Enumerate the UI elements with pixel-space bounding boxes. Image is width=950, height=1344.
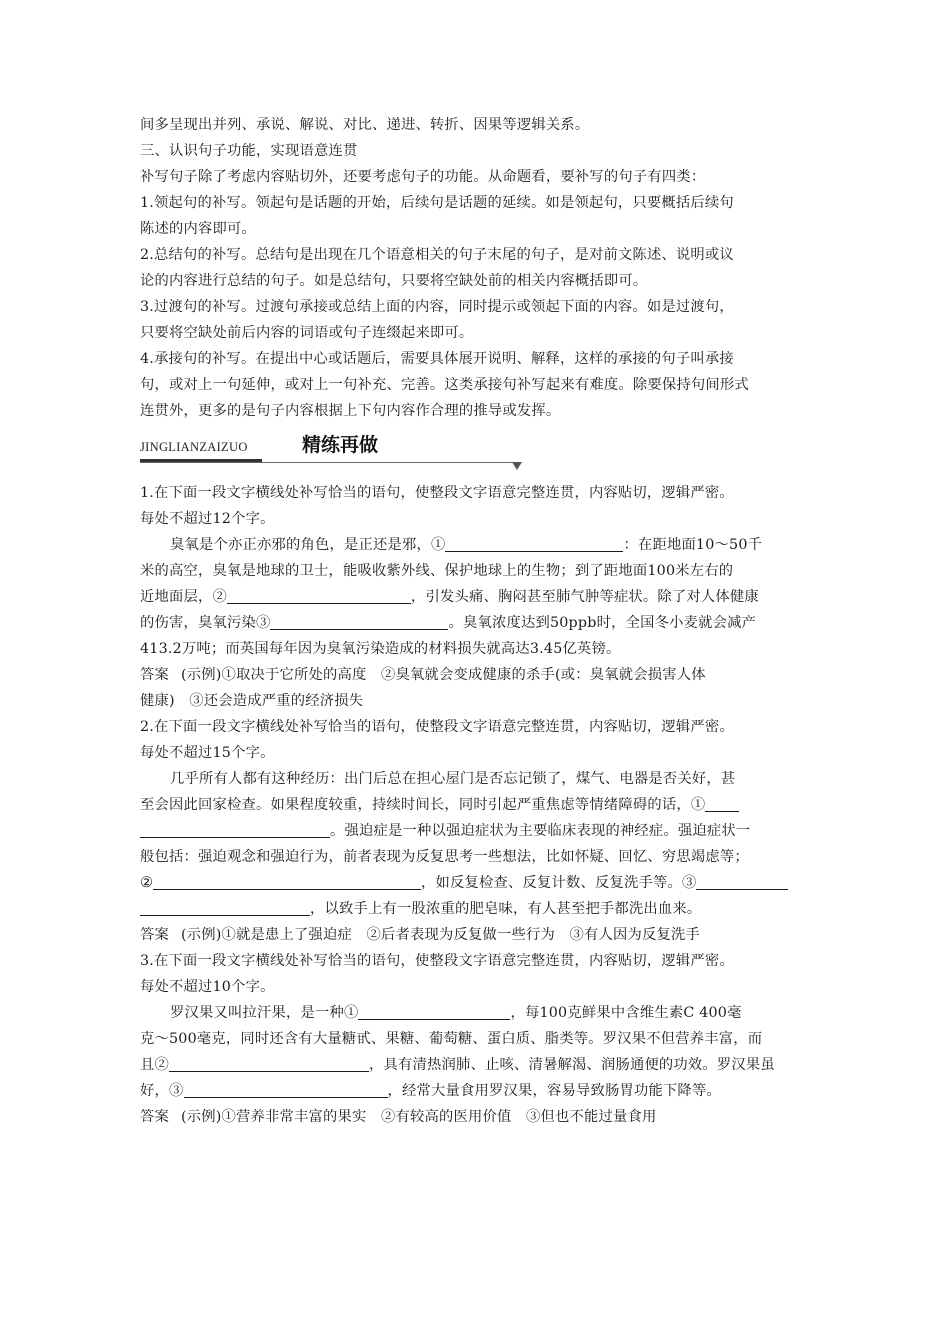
passage-line bbox=[140, 1078, 812, 1104]
answer-label: 答案 bbox=[140, 1109, 169, 1125]
text-line: 1.领起句的补写。领起句是话题的开始，后续句是话题的延续。如是领起句，只要概括后续句 bbox=[140, 195, 734, 211]
passage-text: ，如反复检查、反复计数、反复洗手等。③ bbox=[421, 875, 697, 891]
answer-blank-3[interactable] bbox=[184, 1079, 388, 1098]
answer-blank-3[interactable] bbox=[696, 871, 788, 890]
answer-blank-1[interactable] bbox=[358, 1001, 510, 1020]
question-stem: 1.在下面一段文字横线处补写恰当的语句，使整段文字语意完整连贯，内容贴切，逻辑严密。 bbox=[140, 485, 734, 501]
passage-text: ，引发头痛、胸闷甚至肺气肿等症状。除了对人体健康 bbox=[410, 589, 759, 605]
passage-line: 几乎所有人都有这种经历：出门后总在担心屋门是否忘记锁了，煤气、电器是否关好，甚 bbox=[170, 771, 736, 787]
answer-blank-1[interactable] bbox=[705, 793, 739, 812]
question-stem: 每处不超过12个字。 bbox=[140, 511, 275, 527]
passage-text: 。臭氧浓度达到50ppb时，全国冬小麦就会减产 bbox=[448, 615, 757, 631]
answer-blank-1-continued[interactable] bbox=[140, 819, 330, 838]
answer-label: 答案 bbox=[140, 927, 169, 943]
text-line: 3.过渡句的补写。过渡句承接或总结上面的内容，同时提示或领起下面的内容。如是过渡句， bbox=[140, 299, 734, 315]
question-stem: 每处不超过15个字。 bbox=[140, 745, 275, 761]
passage-text: ，经常大量食用罗汉果，容易导致肠胃功能下降等。 bbox=[387, 1083, 721, 1099]
answer-text: (示例)①取决于它所处的高度 ②臭氧就会变成健康的杀手(或：臭氧就会损害人体 bbox=[181, 667, 706, 683]
passage-text: 。强迫症是一种以强迫症状为主要临床表现的神经症。强迫症状一 bbox=[330, 823, 751, 839]
passage-line bbox=[140, 532, 812, 558]
text-line: 论的内容进行总结的句子。如是总结句，只要将空缺处前的相关内容概括即可。 bbox=[140, 273, 648, 289]
passage-text: 且② bbox=[140, 1057, 169, 1073]
passage-line bbox=[140, 870, 812, 896]
passage-line bbox=[140, 1000, 812, 1026]
passage-line bbox=[140, 792, 812, 818]
answer-blank-3-continued[interactable] bbox=[140, 897, 310, 916]
answer-text: (示例)①营养非常丰富的果实 ②有较高的医用价值 ③但也不能过量食用 bbox=[181, 1109, 657, 1125]
answer-line: 健康) ③还会造成严重的经济损失 bbox=[140, 693, 364, 709]
passage-line bbox=[140, 610, 812, 636]
text-line: 2.总结句的补写。总结句是出现在几个语意相关的句子末尾的句子，是对前文陈述、说明或议 bbox=[140, 247, 734, 263]
section-divider-accent bbox=[140, 459, 262, 462]
passage-line bbox=[140, 896, 812, 922]
passage-line: 413.2万吨；而英国每年因为臭氧污染造成的材料损失就高达3.45亿英镑。 bbox=[140, 641, 621, 657]
question-1 bbox=[140, 480, 812, 714]
passage-text: 的伤害，臭氧污染③ bbox=[140, 615, 271, 631]
answer-text: (示例)①就是患上了强迫症 ②后者表现为反复做一些行为 ③有人因为反复洗手 bbox=[181, 927, 700, 943]
passage-text: 臭氧是个亦正亦邪的角色，是正还是邪，① bbox=[170, 537, 446, 553]
question-2 bbox=[140, 714, 812, 948]
question-3 bbox=[140, 948, 812, 1130]
passage-text: ，具有清热润肺、止咳、清暑解渴、润肠通便的功效。罗汉果虽 bbox=[369, 1057, 775, 1073]
passage-text: 近地面层，② bbox=[140, 589, 227, 605]
text-line: 补写句子除了考虑内容贴切外，还要考虑句子的功能。从命题看，要补写的句子有四类： bbox=[140, 169, 706, 185]
answer-line bbox=[140, 922, 812, 948]
passage-text: ，每100克鲜果中含维生素C 400毫 bbox=[510, 1005, 742, 1021]
passage-line: 米的高空，臭氧是地球的卫士，能吸收紫外线、保护地球上的生物；到了距地面100米左右的 bbox=[140, 563, 734, 579]
passage-line bbox=[140, 584, 812, 610]
answer-blank-3[interactable] bbox=[270, 611, 448, 630]
passage-text: 至会因此回家检查。如果程度较重，持续时间长，同时引起严重焦虑等情绪障碍的话，① bbox=[140, 797, 706, 813]
question-stem: 3.在下面一段文字横线处补写恰当的语句，使整段文字语意完整连贯，内容贴切，逻辑严密。 bbox=[140, 953, 734, 969]
text-line: 连贯外，更多的是句子内容根据上下句内容作合理的推导或发挥。 bbox=[140, 403, 561, 419]
passage-text: 罗汉果又叫拉汗果，是一种① bbox=[170, 1005, 359, 1021]
passage-line bbox=[140, 818, 812, 844]
passage-line bbox=[140, 1052, 812, 1078]
passage-text: ，以致手上有一股浓重的肥皂味，有人甚至把手都洗出血来。 bbox=[310, 901, 702, 917]
question-stem: 每处不超过10个字。 bbox=[140, 979, 275, 995]
answer-label: 答案 bbox=[140, 667, 169, 683]
passage-text: ：在距地面10～50千 bbox=[623, 537, 763, 553]
text-line: 句，或对上一句延伸，或对上一句补充、完善。这类承接句补写起来有难度。除要保持句间形式 bbox=[140, 377, 749, 393]
passage-text: 好，③ bbox=[140, 1083, 184, 1099]
text-line: 只要将空缺处前后内容的词语或句子连缀起来即可。 bbox=[140, 325, 474, 341]
intro-section bbox=[140, 112, 812, 424]
answer-blank-2[interactable] bbox=[153, 871, 421, 890]
section-header-english: JINGLIANZAIZUO bbox=[140, 440, 248, 454]
passage-text: ② bbox=[140, 875, 154, 891]
triangle-marker-icon bbox=[512, 462, 522, 470]
text-line: 间多呈现出并列、承说、解说、对比、递进、转折、因果等逻辑关系。 bbox=[140, 117, 590, 133]
passage-line: 克～500毫克，同时还含有大量糖甙、果糖、葡萄糖、蛋白质、脂类等。罗汉果不但营养丰富，而 bbox=[140, 1031, 763, 1047]
answer-line bbox=[140, 1104, 812, 1130]
passage-line: 般包括：强迫观念和强迫行为，前者表现为反复思考一些想法，比如怀疑、回忆、穷思竭虑等； bbox=[140, 849, 749, 865]
section-header bbox=[140, 428, 812, 474]
answer-blank-2[interactable] bbox=[169, 1053, 369, 1072]
text-line: 4.承接句的补写。在提出中心或话题后，需要具体展开说明、解释，这样的承接的句子叫承接 bbox=[140, 351, 734, 367]
section-header-title: 精练再做 bbox=[302, 434, 379, 456]
question-stem: 2.在下面一段文字横线处补写恰当的语句，使整段文字语意完整连贯，内容贴切，逻辑严密。 bbox=[140, 719, 734, 735]
answer-line bbox=[140, 662, 812, 688]
answer-blank-1[interactable] bbox=[445, 533, 623, 552]
subheading: 三、认识句子功能，实现语意连贯 bbox=[140, 143, 358, 159]
text-line: 陈述的内容即可。 bbox=[140, 221, 256, 237]
answer-blank-2[interactable] bbox=[227, 585, 411, 604]
document-page bbox=[140, 112, 812, 1130]
section-divider bbox=[140, 462, 516, 463]
